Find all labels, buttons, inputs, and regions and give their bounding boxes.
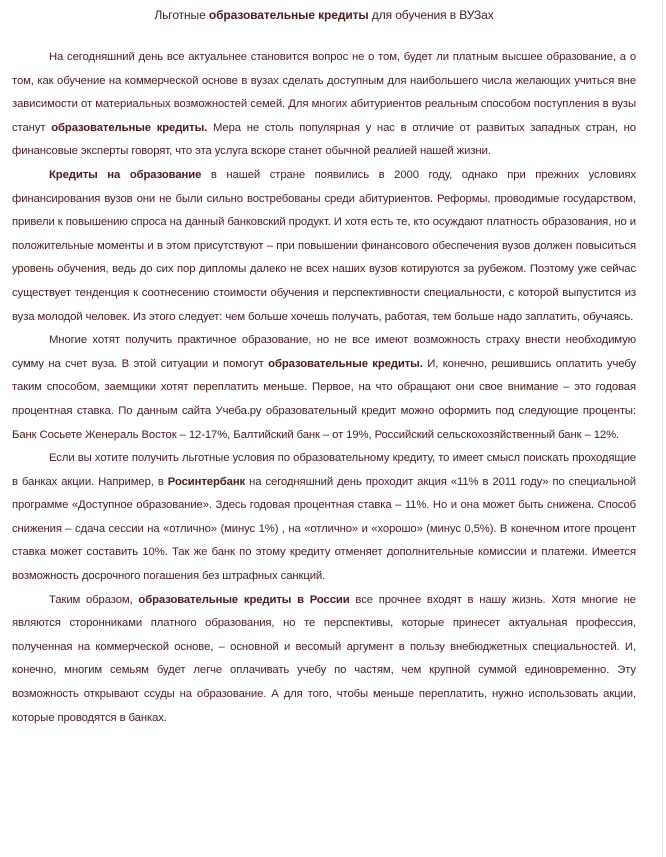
title-text-start: Льготные xyxy=(154,8,209,22)
bold-keyword: образовательные кредиты в России xyxy=(138,593,350,606)
paragraph-text: в нашей стране появились в 2000 году, однако при прежних условиях финансирования вузов они не были сильно востребованы среди абитуриентов. Реформы, проводимые государством, привели к повышению спроса на данный банковский продукт. И хотя есть те, кто осуждают платность образования, но и положительные моменты и в этом присутствуют – при повышении финансового обеспечения вузов должен повыситься уровень обучения, ведь до сих пор дипломы далеко не всех наших вузов котируются за рубежом. Поэтому уже сейчас существует тенденция к соотнесению стоимости обучения и перспективности специальности, с которой выпустится из вуза молодой человек. Из этого следует: чем больше хочешь получать, работая, тем больше надо заплатить, обучаясь. xyxy=(12,168,636,323)
title-text-end: для обучения в ВУЗах xyxy=(368,8,494,22)
paragraph xyxy=(12,589,636,731)
paragraph-text: На сегодняшний день все актуальнее становится вопрос не о том, будет ли платным высшее образование, а о том, как обучение на коммерческой основе в вузах сделать доступным для наибольшего числа желающих учиться вне зависимости от материальных возможностей семей. Для многих абитуриентов реальным способом поступления в вузы станут xyxy=(12,51,636,134)
bold-keyword: Кредиты на образование xyxy=(49,168,202,181)
page-edge-divider xyxy=(662,0,663,857)
document-body xyxy=(12,46,636,730)
paragraph-text: Мера не столь популярная у нас в отличие от развитых западных стран, но финансовые эксперты говорят, что эта услуга вскоре станет обычной реалией нашей жизни. xyxy=(12,121,636,158)
title-keyword: образовательные кредиты xyxy=(208,8,369,22)
paragraph-text: все прочнее входят в нашу жизнь. Хотя многие не являются сторонниками платного образования, но те перспективы, которые принесет актуальная профессия, полученная на коммерческой основе, – основной и весомый аргумент в пользу внебюджетных специальностей. И, конечно, многим семьям будет легче оплачивать учебу по частям, чем крупной суммой единовременно. Эту возможность открывают ссуды на образование. А для того, чтобы меньше переплатить, нужно использовать акции, которые проводятся в банках. xyxy=(12,593,636,724)
paragraph xyxy=(12,164,636,329)
paragraph-text: Таким образом, xyxy=(49,593,139,606)
paragraph-text: Если вы хотите получить льготные условия по образовательному кредиту, то имеет смысл поискать проходящие в банках акции. Например, в xyxy=(12,452,636,488)
bold-keyword: Росинтербанк xyxy=(167,475,246,488)
paragraph xyxy=(12,447,636,589)
paragraph-text: Многие хотят получить практичное образование, но не все имеют возможность страху внести необходимую сумму на счет вуза. В этой ситуации и помогут xyxy=(12,334,636,370)
document-title xyxy=(12,5,636,25)
bold-keyword: образовательные кредиты. xyxy=(268,357,423,370)
paragraph xyxy=(12,46,636,164)
bold-keyword: образовательные кредиты. xyxy=(51,121,208,134)
paragraph xyxy=(12,329,636,447)
paragraph-text: на сегодняшний день проходит акция «11% в 2011 году» по специальной программе «Доступное образование». Здесь годовая процентная ставка – 11%. Но и она может быть снижена. Способ снижения – сдача сессии на «отлично» (минус 1%) , на «отлично» и «хорошо» (минус 0,5%). В конечном итоге процент ставка может составить 10%. Так же банк по этому кредиту отменяет дополнительные комиссии и платежи. Имеется возможность досрочного погашения без штрафных санкций. xyxy=(12,475,637,583)
paragraph-text: И, конечно, решившись оплатить учебу таким способом, заемщики хотят переплатить меньше. Первое, на что обращают они свое внимание – это годовая процентная ставка. По данным сайта Учеба.ру образовательный кредит можно оформить под следующие проценты: Банк Сосьете Женераль Восток – 12-17%, Балтийский банк – от 19%, Российский сельскохозяйственный банк – 12%. xyxy=(12,357,636,441)
